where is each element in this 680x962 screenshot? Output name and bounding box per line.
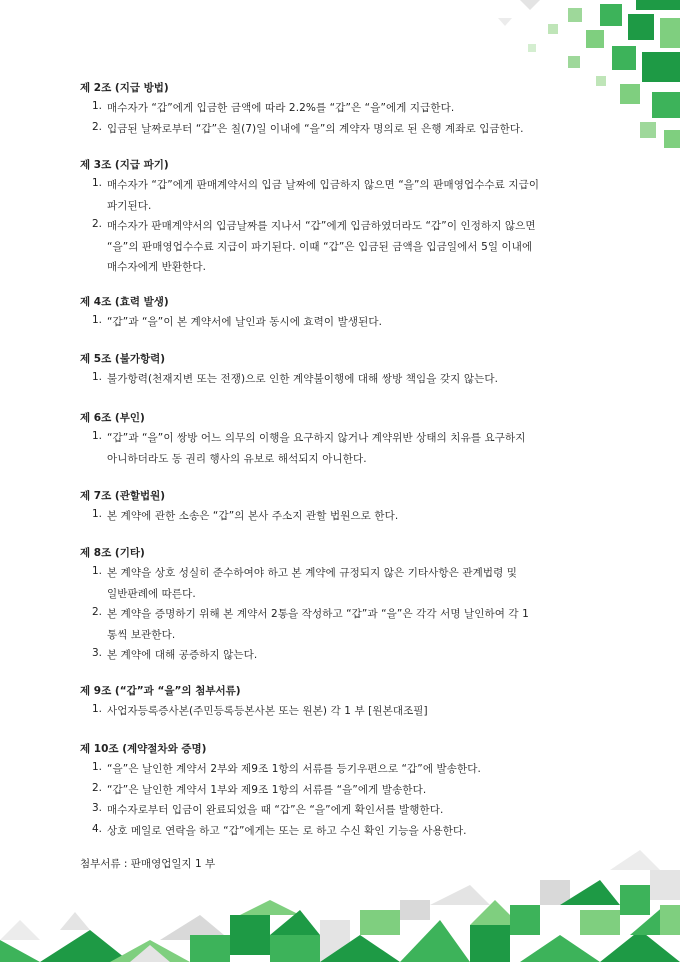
section-title: 제 9조 (“갑”과 “을”의 첨부서류) bbox=[80, 685, 241, 697]
attachment-note: 첨부서류 : 판매영업일지 1 부 bbox=[80, 858, 216, 870]
item-text-line: 사업자등록증사본(주민등록등본사본 또는 원본) 각 1 부 [원본대조필] bbox=[107, 705, 428, 717]
item-text-line: 매수자가 “갑”에게 판매계약서의 입금 날짜에 입금하지 않으면 “을”의 판매영업수수료 지급이 bbox=[107, 179, 540, 191]
section-title: 제 8조 (기타) bbox=[80, 547, 145, 559]
item-number: 1. bbox=[92, 703, 103, 715]
item-text-line: 아니하더라도 동 권리 행사의 유보로 해석되지 아니한다. bbox=[107, 452, 367, 465]
item-text-line: 본 계약에 대해 공증하지 않는다. bbox=[107, 649, 258, 661]
item-number: 3. bbox=[92, 802, 103, 814]
item-text-line: 본 계약에 관한 소송은 “갑”의 본사 주소지 관할 법원으로 한다. bbox=[107, 510, 399, 522]
item-number: 1. bbox=[92, 371, 103, 383]
item-number: 4. bbox=[92, 822, 103, 835]
item-text-line: 입금된 날짜로부터 “갑”은 칠(7)일 이내에 “을”의 계약자 명의로 된 은행 계좌로 입금한다. bbox=[107, 122, 524, 135]
item-text-line: “갑”과 “을”이 쌍방 어느 의무의 이행을 요구하지 않거나 계약위반 상태의 치유를 요구하지 bbox=[107, 432, 526, 444]
item-number: 1. bbox=[92, 565, 103, 577]
top-right-mosaic bbox=[498, 0, 680, 148]
item-number: 1. bbox=[92, 508, 103, 520]
item-number: 2. bbox=[92, 120, 103, 133]
item-text-line: “을”은 날인한 계약서 2부와 제9조 1항의 서류를 등기우편으로 “갑”에 발송한다. bbox=[107, 763, 481, 775]
item-number: 3. bbox=[92, 647, 103, 659]
item-number: 2. bbox=[92, 606, 103, 618]
section-title: 제 7조 (관할법원) bbox=[80, 490, 166, 502]
item-text-line: “을”의 판매영업수수료 지급이 파기된다. 이때 “갑”은 입금된 금액을 입금일에서 5일 이내에 bbox=[107, 240, 533, 253]
item-number: 1. bbox=[92, 314, 103, 326]
item-number: 2. bbox=[92, 218, 103, 230]
item-text-line: “갑”은 날인한 계약서 1부와 제9조 1항의 서류를 “을”에게 발송한다. bbox=[107, 783, 427, 796]
item-text-line: 매수자가 판매계약서의 입금날짜를 지나서 “갑”에게 입금하였더라도 “갑”이 인정하지 않으면 bbox=[107, 220, 536, 232]
item-number: 1. bbox=[92, 430, 103, 442]
item-number: 1. bbox=[92, 177, 103, 189]
section-title: 제 3조 (지급 파기) bbox=[80, 159, 169, 171]
section-title: 제 2조 (지급 방법) bbox=[80, 82, 169, 94]
item-text-line: 파기된다. bbox=[107, 199, 152, 212]
item-text-line: 일반판례에 따른다. bbox=[107, 587, 196, 600]
item-number: 1. bbox=[92, 100, 103, 112]
section-title: 제 4조 (효력 발생) bbox=[80, 296, 169, 308]
item-text-line: 매수자가 “갑”에게 입금한 금액에 따라 2.2%를 “갑”은 “을”에게 지급한다. bbox=[107, 102, 455, 114]
item-text-line: 불가항력(천재지변 또는 전쟁)으로 인한 계약불이행에 대해 쌍방 책임을 갖지 않는다. bbox=[107, 373, 499, 385]
item-text-line: 매수자로부터 입금이 완료되었을 때 “갑”은 “을”에게 확인서를 발행한다. bbox=[107, 804, 444, 816]
item-text-line: 매수자에게 반환한다. bbox=[107, 261, 207, 273]
section-title: 제 6조 (부인) bbox=[80, 412, 145, 424]
item-text-line: 통씩 보관한다. bbox=[107, 628, 176, 641]
item-text-line: 본 계약을 상호 성실히 준수하여야 하고 본 계약에 규정되지 않은 기타사항은 관계법령 및 bbox=[107, 567, 517, 579]
item-text-line: 상호 메일로 연락을 하고 “갑”에게는 또는 로 하고 수신 확인 기능을 사용한다. bbox=[107, 824, 467, 837]
item-number: 2. bbox=[92, 781, 103, 794]
item-text-line: “갑”과 “을”이 본 계약서에 날인과 동시에 효력이 발생된다. bbox=[107, 316, 383, 328]
section-title: 제 10조 (계약절차와 증명) bbox=[80, 743, 207, 755]
section-title: 제 5조 (불가항력) bbox=[80, 353, 166, 365]
item-text-line: 본 계약을 증명하기 위해 본 계약서 2통을 작성하고 “갑”과 “을”은 각각 서명 날인하여 각 1 bbox=[107, 608, 529, 620]
item-number: 1. bbox=[92, 761, 103, 773]
